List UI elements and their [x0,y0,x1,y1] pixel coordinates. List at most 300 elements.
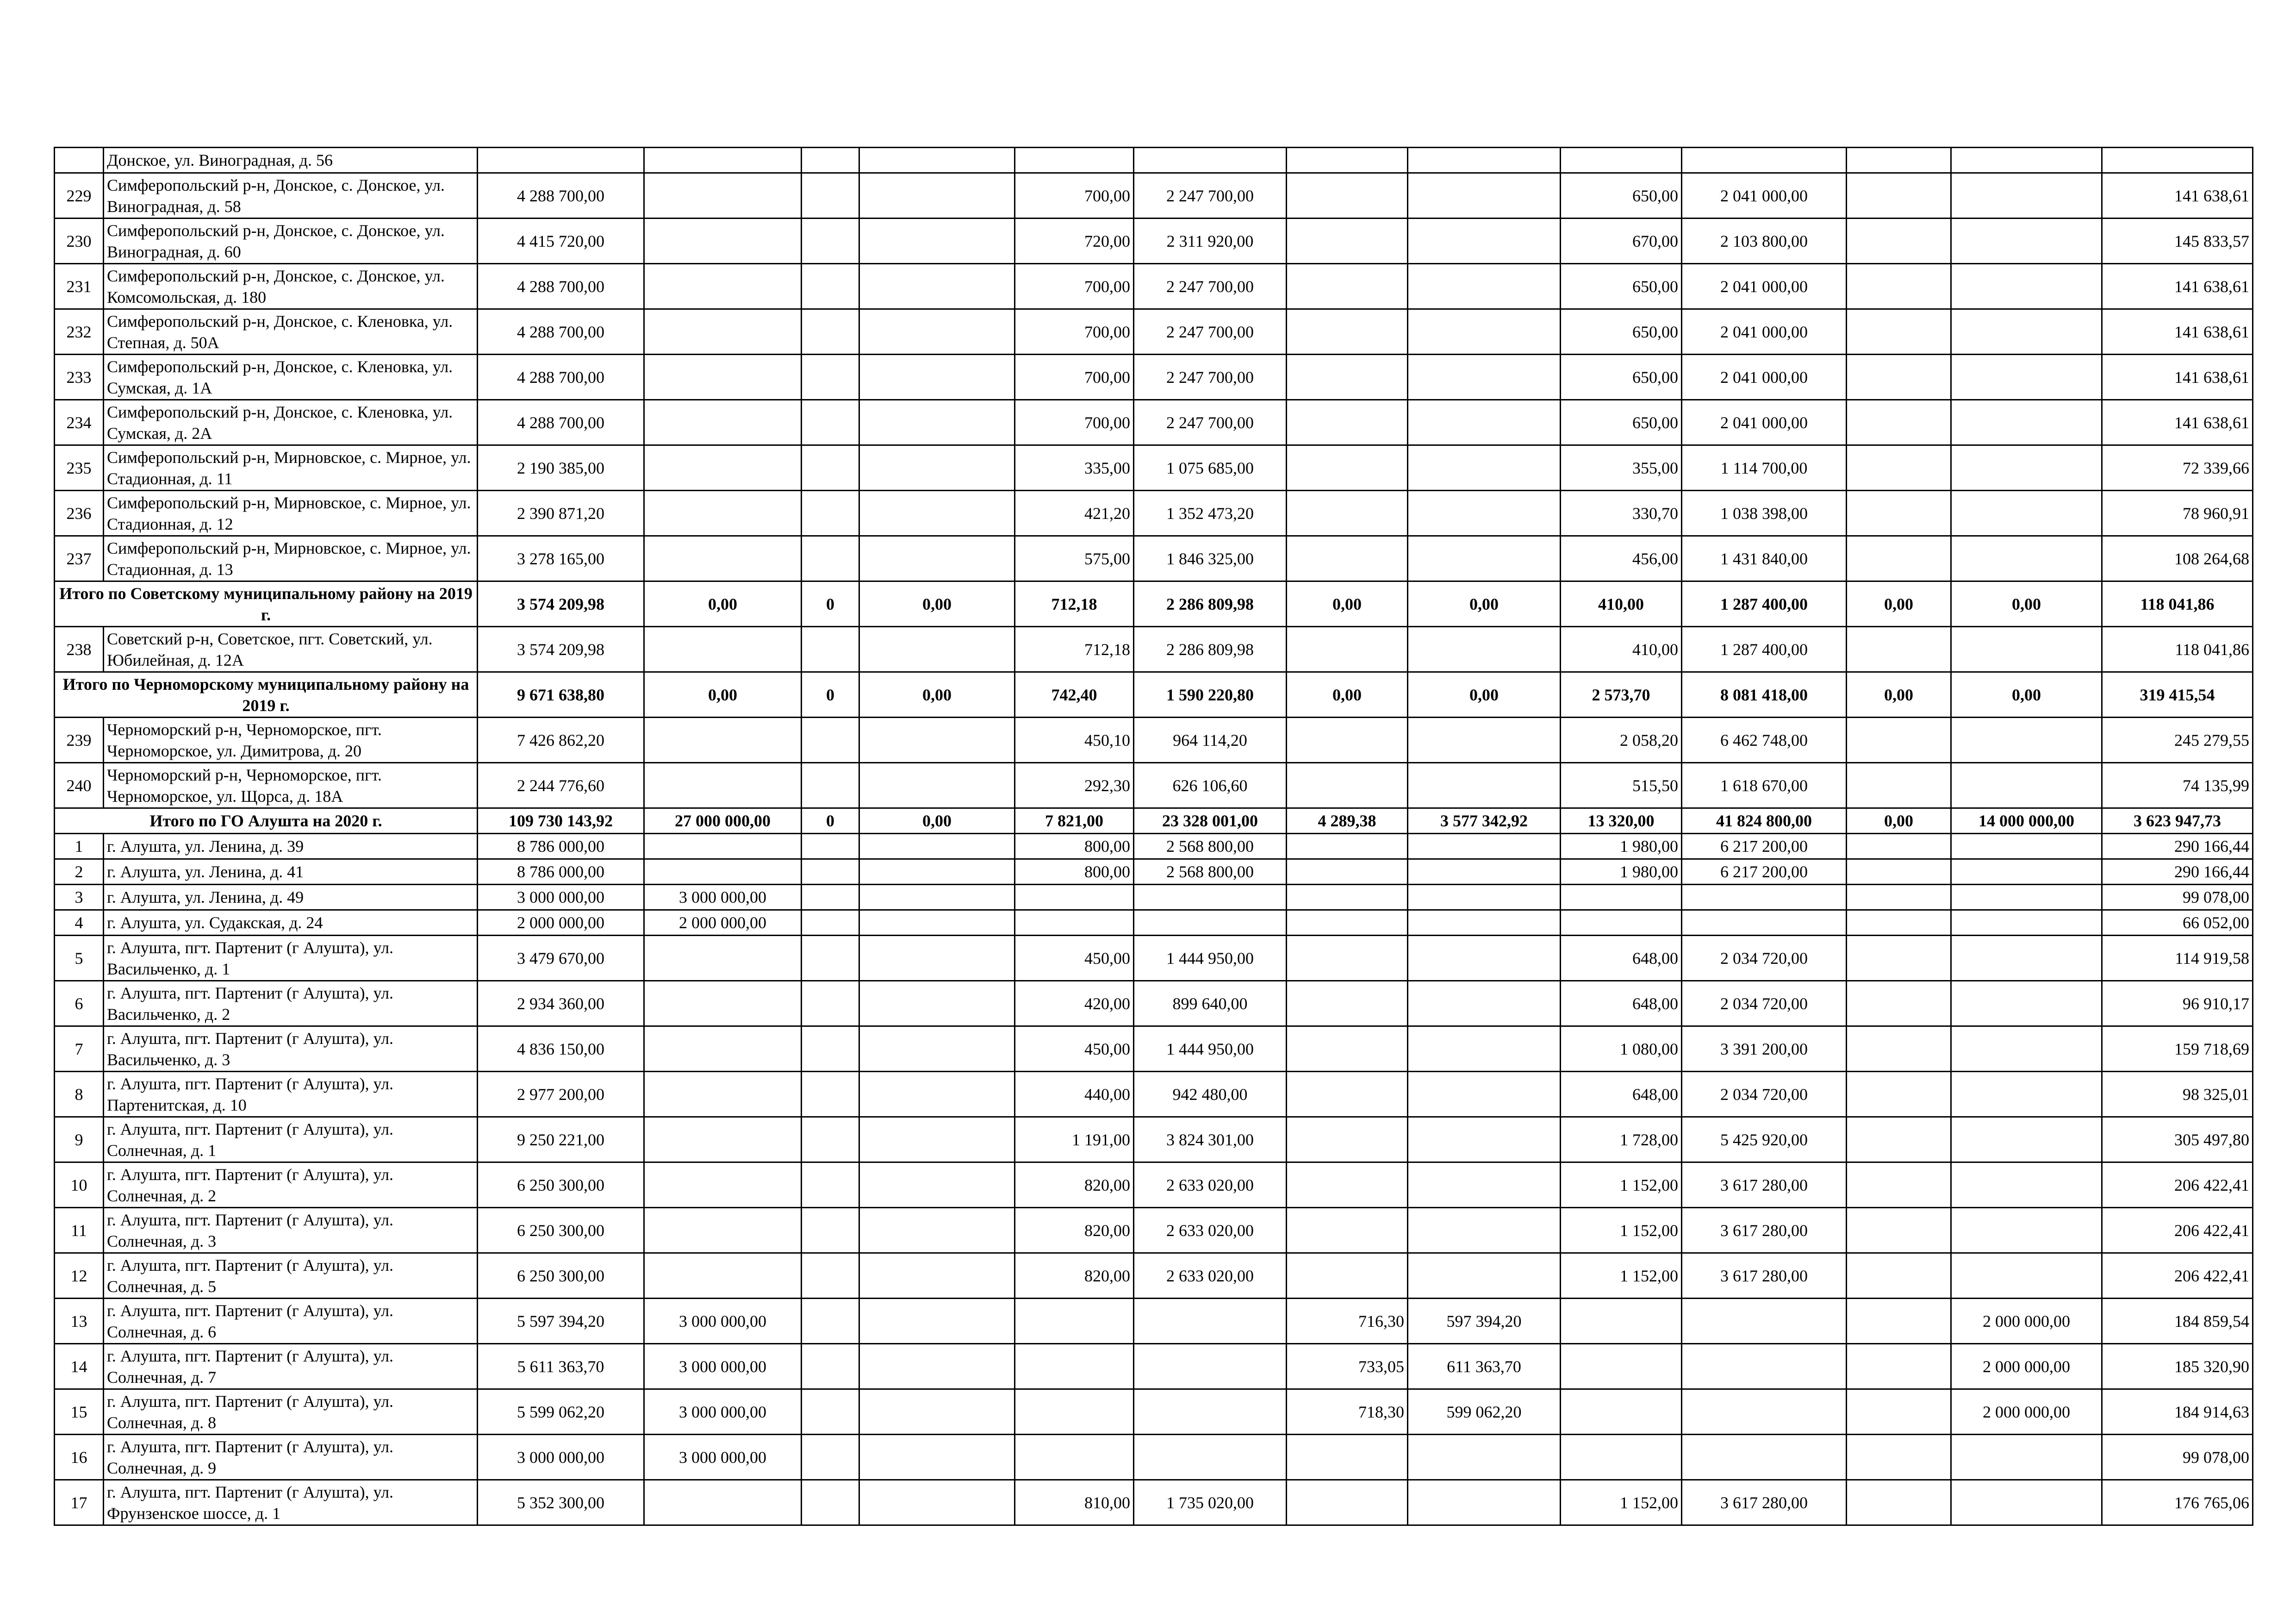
value-cell: 141 638,61 [2102,264,2253,309]
value-cell: 2 633 020,00 [1134,1253,1287,1299]
address-cell: г. Алушта, пгт. Партенит (г Алушта), ул. Солнечная, д. 2 [104,1162,478,1208]
value-cell: 648,00 [1561,981,1682,1026]
value-cell: 800,00 [1015,859,1134,885]
value-cell [1951,445,2102,491]
value-cell: 145 833,57 [2102,219,2253,264]
total-row [55,672,2253,718]
value-cell [1287,834,1408,859]
value-cell: 670,00 [1561,219,1682,264]
value-cell [802,1480,859,1525]
total-title: Итого по Советскому муниципальному району на 2019 г. [55,581,478,627]
value-cell [859,400,1015,445]
value-cell [802,1117,859,1162]
value-cell: 6 250 300,00 [478,1162,644,1208]
value-cell: 3 479 670,00 [478,936,644,981]
value-cell: 335,00 [1015,445,1134,491]
value-cell [644,400,802,445]
value-cell: 3 000 000,00 [644,1435,802,1480]
budget-table [54,147,2253,1526]
value-cell: 118 041,86 [2102,581,2253,627]
value-cell: 41 824 800,00 [1682,808,1847,834]
value-cell: 421,20 [1015,491,1134,536]
table-row [55,1072,2253,1117]
value-cell: 5 352 300,00 [478,1480,644,1525]
value-cell [1682,910,1847,936]
row-number: 9 [55,1117,104,1162]
value-cell [1847,309,1951,355]
value-cell [802,859,859,885]
value-cell [1951,981,2102,1026]
row-number: 1 [55,834,104,859]
value-cell [1951,763,2102,808]
value-cell [859,148,1015,173]
value-cell [1847,718,1951,763]
value-cell [859,1026,1015,1072]
value-cell: 650,00 [1561,355,1682,400]
value-cell [1408,445,1561,491]
value-cell: 2 041 000,00 [1682,173,1847,219]
address-cell: г. Алушта, пгт. Партенит (г Алушта), ул. Солнечная, д. 7 [104,1344,478,1389]
value-cell [1682,1435,1847,1480]
value-cell: 2 286 809,98 [1134,581,1287,627]
value-cell [644,173,802,219]
value-cell [859,627,1015,672]
value-cell [859,355,1015,400]
value-cell: 1 191,00 [1015,1117,1134,1162]
value-cell: 700,00 [1015,355,1134,400]
value-cell [1287,1208,1408,1253]
row-number: 233 [55,355,104,400]
value-cell: 206 422,41 [2102,1208,2253,1253]
value-cell: 2 977 200,00 [478,1072,644,1117]
value-cell: 1 735 020,00 [1134,1480,1287,1525]
value-cell [802,148,859,173]
row-number: 5 [55,936,104,981]
value-cell [1134,1389,1287,1435]
value-cell: 2 000 000,00 [644,910,802,936]
value-cell: 1 618 670,00 [1682,763,1847,808]
value-cell: 733,05 [1287,1344,1408,1389]
row-number: 240 [55,763,104,808]
value-cell: 4 288 700,00 [478,264,644,309]
value-cell: 141 638,61 [2102,309,2253,355]
value-cell: 0,00 [1951,672,2102,718]
value-cell [1951,491,2102,536]
value-cell: 1 980,00 [1561,859,1682,885]
value-cell: 0 [802,672,859,718]
value-cell [1408,1026,1561,1072]
table-row [55,1480,2253,1525]
row-number: 10 [55,1162,104,1208]
value-cell [859,981,1015,1026]
value-cell: 2 034 720,00 [1682,936,1847,981]
value-cell: 109 730 143,92 [478,808,644,834]
table-row [55,219,2253,264]
value-cell [1561,1344,1682,1389]
value-cell: 3 824 301,00 [1134,1117,1287,1162]
address-cell: Симферопольский р-н, Донское, с. Кленовка, ул. Сумская, д. 1А [104,355,478,400]
value-cell [1287,1026,1408,1072]
value-cell [802,264,859,309]
value-cell [1408,910,1561,936]
table-row [55,981,2253,1026]
row-number: 235 [55,445,104,491]
value-cell [802,309,859,355]
value-cell: 99 078,00 [2102,1435,2253,1480]
value-cell [1847,1435,1951,1480]
value-cell: 964 114,20 [1134,718,1287,763]
value-cell [1847,355,1951,400]
value-cell [1847,1389,1951,1435]
value-cell [644,219,802,264]
value-cell [2102,148,2253,173]
value-cell [859,309,1015,355]
value-cell: 176 765,06 [2102,1480,2253,1525]
value-cell: 2 034 720,00 [1682,1072,1847,1117]
value-cell: 305 497,80 [2102,1117,2253,1162]
value-cell [1408,981,1561,1026]
value-cell [1951,859,2102,885]
value-cell: 1 080,00 [1561,1026,1682,1072]
value-cell [802,355,859,400]
value-cell: 450,00 [1015,936,1134,981]
table-row [55,885,2253,910]
value-cell [859,1162,1015,1208]
value-cell: 2 633 020,00 [1134,1162,1287,1208]
value-cell [1287,859,1408,885]
value-cell: 2 247 700,00 [1134,355,1287,400]
value-cell [1951,910,2102,936]
value-cell: 611 363,70 [1408,1344,1561,1389]
value-cell [802,219,859,264]
table-row [55,1299,2253,1344]
value-cell: 1 114 700,00 [1682,445,1847,491]
value-cell [802,1344,859,1389]
table-row [55,309,2253,355]
value-cell [1287,1253,1408,1299]
value-cell [802,400,859,445]
value-cell [1847,264,1951,309]
value-cell: 575,00 [1015,536,1134,581]
value-cell [1408,355,1561,400]
value-cell [1847,400,1951,445]
value-cell [644,355,802,400]
value-cell: 3 000 000,00 [478,1435,644,1480]
value-cell: 4 288 700,00 [478,173,644,219]
value-cell: 99 078,00 [2102,885,2253,910]
value-cell: 0,00 [1408,672,1561,718]
value-cell [644,627,802,672]
value-cell: 2 633 020,00 [1134,1208,1287,1253]
value-cell: 3 000 000,00 [644,885,802,910]
value-cell: 2 058,20 [1561,718,1682,763]
value-cell: 8 786 000,00 [478,859,644,885]
row-number: 17 [55,1480,104,1525]
value-cell [1847,219,1951,264]
value-cell: 159 718,69 [2102,1026,2253,1072]
value-cell: 1 846 325,00 [1134,536,1287,581]
value-cell: 6 250 300,00 [478,1208,644,1253]
row-number: 236 [55,491,104,536]
table-row [55,1253,2253,1299]
value-cell [1951,173,2102,219]
value-cell: 0,00 [859,581,1015,627]
value-cell [1015,910,1134,936]
address-cell: г. Алушта, пгт. Партенит (г Алушта), ул. Солнечная, д. 8 [104,1389,478,1435]
value-cell: 7 821,00 [1015,808,1134,834]
value-cell [1847,1344,1951,1389]
value-cell [1951,309,2102,355]
value-cell: 650,00 [1561,309,1682,355]
value-cell: 98 325,01 [2102,1072,2253,1117]
table-row [55,1389,2253,1435]
value-cell [1847,1299,1951,1344]
value-cell: 800,00 [1015,834,1134,859]
value-cell [1408,400,1561,445]
value-cell: 450,00 [1015,1026,1134,1072]
value-cell [1134,1344,1287,1389]
table-row [55,173,2253,219]
value-cell [1951,400,2102,445]
table-row [55,936,2253,981]
value-cell: 1 728,00 [1561,1117,1682,1162]
value-cell [644,1072,802,1117]
value-cell: 78 960,91 [2102,491,2253,536]
address-cell: г. Алушта, пгт. Партенит (г Алушта), ул. Солнечная, д. 6 [104,1299,478,1344]
value-cell: 8 786 000,00 [478,834,644,859]
address-cell: Симферопольский р-н, Мирновское, с. Мирное, ул. Стадионная, д. 11 [104,445,478,491]
row-number: 16 [55,1435,104,1480]
value-cell: 0,00 [859,808,1015,834]
value-cell: 184 914,63 [2102,1389,2253,1435]
value-cell: 700,00 [1015,400,1134,445]
value-cell [1287,536,1408,581]
value-cell: 3 577 342,92 [1408,808,1561,834]
value-cell: 4 289,38 [1287,808,1408,834]
value-cell: 1 431 840,00 [1682,536,1847,581]
value-cell: 2 000 000,00 [1951,1389,2102,1435]
value-cell: 2 247 700,00 [1134,264,1287,309]
row-number: 7 [55,1026,104,1072]
value-cell [644,1026,802,1072]
value-cell [802,536,859,581]
value-cell: 456,00 [1561,536,1682,581]
value-cell [1287,445,1408,491]
value-cell [859,173,1015,219]
value-cell [859,763,1015,808]
value-cell [1561,910,1682,936]
value-cell [859,536,1015,581]
value-cell: 3 000 000,00 [644,1299,802,1344]
value-cell: 2 000 000,00 [1951,1299,2102,1344]
value-cell [802,1208,859,1253]
value-cell: 810,00 [1015,1480,1134,1525]
value-cell: 3 574 209,98 [478,581,644,627]
address-cell: Симферопольский р-н, Донское, с. Кленовка, ул. Сумская, д. 2А [104,400,478,445]
value-cell: 450,10 [1015,718,1134,763]
value-cell [1408,148,1561,173]
value-cell: 2 573,70 [1561,672,1682,718]
value-cell: 2 286 809,98 [1134,627,1287,672]
value-cell: 648,00 [1561,1072,1682,1117]
value-cell [859,1389,1015,1435]
value-cell: 3 617 280,00 [1682,1208,1847,1253]
value-cell: 330,70 [1561,491,1682,536]
value-cell: 3 617 280,00 [1682,1480,1847,1525]
value-cell [802,718,859,763]
value-cell [644,445,802,491]
address-cell: Симферопольский р-н, Мирновское, с. Мирное, ул. Стадионная, д. 12 [104,491,478,536]
value-cell [859,1480,1015,1525]
value-cell [644,1480,802,1525]
address-cell: г. Алушта, пгт. Партенит (г Алушта), ул. Солнечная, д. 3 [104,1208,478,1253]
value-cell [1847,1253,1951,1299]
value-cell: 3 617 280,00 [1682,1253,1847,1299]
value-cell [644,1253,802,1299]
value-cell: 420,00 [1015,981,1134,1026]
value-cell [1951,148,2102,173]
value-cell [1408,1072,1561,1117]
value-cell: 14 000 000,00 [1951,808,2102,834]
value-cell: 3 000 000,00 [644,1389,802,1435]
value-cell [1682,1344,1847,1389]
value-cell [1287,1435,1408,1480]
value-cell: 650,00 [1561,264,1682,309]
value-cell [1847,173,1951,219]
value-cell [1847,885,1951,910]
value-cell: 6 250 300,00 [478,1253,644,1299]
value-cell [1561,1435,1682,1480]
value-cell: 1 444 950,00 [1134,936,1287,981]
value-cell: 2 190 385,00 [478,445,644,491]
value-cell [1682,1389,1847,1435]
value-cell [644,491,802,536]
value-cell [1847,1162,1951,1208]
value-cell [1134,885,1287,910]
value-cell [859,718,1015,763]
value-cell [1408,885,1561,910]
value-cell: 141 638,61 [2102,355,2253,400]
value-cell [1561,1389,1682,1435]
value-cell [644,309,802,355]
value-cell [1408,1253,1561,1299]
value-cell [644,148,802,173]
value-cell: 5 611 363,70 [478,1344,644,1389]
value-cell [802,627,859,672]
value-cell [1287,264,1408,309]
table-row [55,1117,2253,1162]
table-row [55,491,2253,536]
value-cell: 742,40 [1015,672,1134,718]
value-cell: 9 671 638,80 [478,672,644,718]
value-cell: 1 152,00 [1561,1208,1682,1253]
value-cell: 4 288 700,00 [478,400,644,445]
value-cell [1408,1480,1561,1525]
value-cell [1951,936,2102,981]
value-cell [802,491,859,536]
value-cell: 1 352 473,20 [1134,491,1287,536]
table-row [55,1208,2253,1253]
value-cell [1951,885,2102,910]
table-row [55,355,2253,400]
value-cell: 290 166,44 [2102,834,2253,859]
value-cell [1847,491,1951,536]
value-cell: 2 041 000,00 [1682,355,1847,400]
value-cell: 1 444 950,00 [1134,1026,1287,1072]
address-cell: Донское, ул. Виноградная, д. 56 [104,148,478,173]
value-cell [1951,1253,2102,1299]
table-row [55,1344,2253,1389]
value-cell [802,1253,859,1299]
value-cell [1287,763,1408,808]
value-cell: 942 480,00 [1134,1072,1287,1117]
value-cell [644,1208,802,1253]
row-number [55,148,104,173]
value-cell [1287,219,1408,264]
value-cell [802,885,859,910]
value-cell: 820,00 [1015,1253,1134,1299]
value-cell [644,763,802,808]
value-cell [1408,936,1561,981]
value-cell: 0,00 [1287,581,1408,627]
value-cell: 3 623 947,73 [2102,808,2253,834]
value-cell: 0,00 [644,672,802,718]
value-cell [1847,1072,1951,1117]
value-cell [1951,355,2102,400]
value-cell: 13 320,00 [1561,808,1682,834]
value-cell [644,536,802,581]
value-cell: 650,00 [1561,400,1682,445]
value-cell: 4 836 150,00 [478,1026,644,1072]
value-cell [644,859,802,885]
value-cell [802,1026,859,1072]
value-cell [859,1253,1015,1299]
value-cell: 2 311 920,00 [1134,219,1287,264]
value-cell [1408,859,1561,885]
address-cell: г. Алушта, пгт. Партенит (г Алушта), ул. Партенитская, д. 10 [104,1072,478,1117]
value-cell [1287,173,1408,219]
table-row [55,834,2253,859]
value-cell [859,1344,1015,1389]
value-cell: 23 328 001,00 [1134,808,1287,834]
address-cell: Симферопольский р-н, Мирновское, с. Мирное, ул. Стадионная, д. 13 [104,536,478,581]
value-cell [1287,1072,1408,1117]
value-cell: 72 339,66 [2102,445,2253,491]
row-number: 234 [55,400,104,445]
value-cell [859,1208,1015,1253]
address-cell: г. Алушта, ул. Ленина, д. 41 [104,859,478,885]
value-cell: 0,00 [1287,672,1408,718]
value-cell [1847,1026,1951,1072]
value-cell [1134,1299,1287,1344]
value-cell: 1 152,00 [1561,1162,1682,1208]
value-cell: 3 617 280,00 [1682,1162,1847,1208]
value-cell [1408,491,1561,536]
value-cell [802,763,859,808]
value-cell: 3 000 000,00 [644,1344,802,1389]
value-cell: 4 288 700,00 [478,309,644,355]
value-cell: 700,00 [1015,173,1134,219]
value-cell [1951,536,2102,581]
value-cell [1015,1389,1134,1435]
value-cell [1408,1117,1561,1162]
value-cell [859,219,1015,264]
value-cell [1847,936,1951,981]
row-number: 232 [55,309,104,355]
value-cell: 66 052,00 [2102,910,2253,936]
value-cell [1287,148,1408,173]
row-number: 8 [55,1072,104,1117]
